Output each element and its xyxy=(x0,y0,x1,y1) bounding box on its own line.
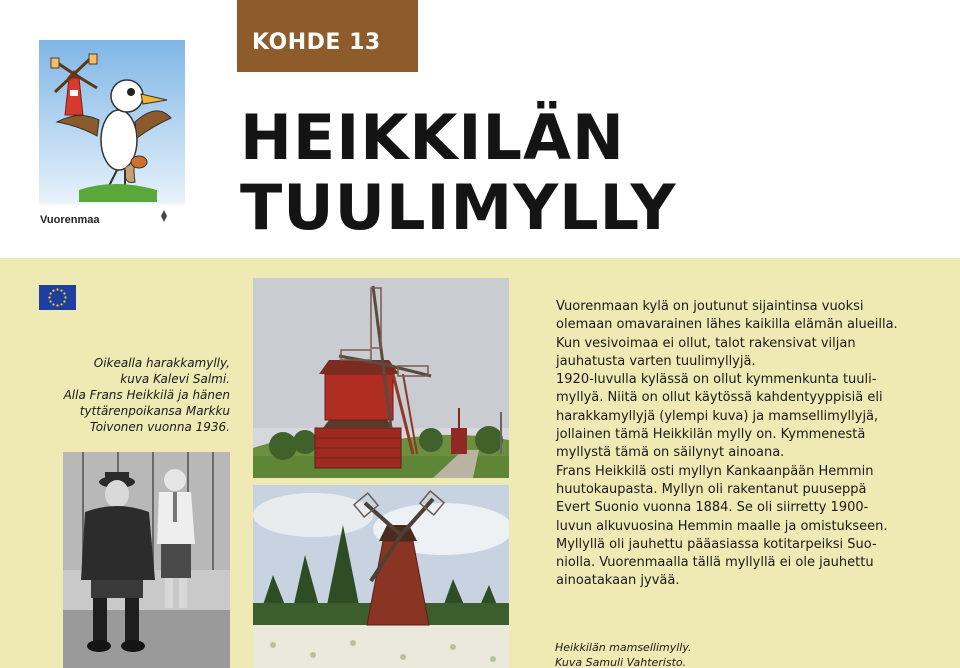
article-body xyxy=(556,298,916,591)
photo-harakkamylly xyxy=(253,278,509,478)
body-line: myllyä. Niitä on ollut käytössä kahdentyyppisiä eli xyxy=(556,390,883,406)
page-title-line-1: HEIKKILÄN xyxy=(240,101,625,174)
kohde-badge-label: KOHDE 13 xyxy=(252,30,381,55)
page-title-line-2: TUULIMYLLY xyxy=(240,171,677,244)
body-line: jollainen tämä Heikkilän mylly on. Kymmenestä xyxy=(556,427,866,443)
eu-star-icon xyxy=(48,296,50,298)
eu-star-icon xyxy=(52,289,54,291)
caption-line: tyttärenpoikansa Markku xyxy=(79,404,230,418)
body-line: harakkamyllyjä (ylempi kuva) ja mamsellimyllyjä, xyxy=(556,408,879,424)
caption-line: Toivonen vuonna 1936. xyxy=(89,420,230,434)
body-line: olemaan omavarainen lähes kaikilla elämän alueilla. xyxy=(556,317,898,333)
body-line: Kun vesivoimaa ei ollut, talot rakensivat viljan xyxy=(556,335,856,351)
eu-star-icon xyxy=(52,303,54,305)
eu-star-icon xyxy=(56,288,58,290)
vuorenmaa-logo xyxy=(39,40,185,240)
body-line: myllystä tämä on säilynyt ainoana. xyxy=(556,445,785,461)
caption-line: Kuva Samuli Vahteristo. xyxy=(555,656,687,668)
body-line: Frans Heikkilä osti myllyn Kankaanpään Hemmin xyxy=(556,463,874,479)
eu-star-icon xyxy=(64,296,66,298)
body-line: luvun alkuvuosina Hemmin maalle ja omistukseen. xyxy=(556,518,888,534)
logo-text: Vuorenmaa xyxy=(40,214,100,226)
body-line: jauhatusta varten tuulimyllyjä. xyxy=(556,353,756,369)
eu-star-icon xyxy=(49,300,51,302)
eu-star-icon xyxy=(60,289,62,291)
eu-star-icon xyxy=(63,300,65,302)
body-line: huutokaupasta. Myllyn oli rakentanut puuseppä xyxy=(556,481,867,497)
caption-line: Oikealla harakkamylly, xyxy=(93,356,230,370)
body-line: Myllyllä oli jauhettu pääasiassa kotitarpeiksi Suo- xyxy=(556,536,877,552)
eu-star-icon xyxy=(56,304,58,306)
kohde-badge xyxy=(237,0,418,72)
eu-star-icon xyxy=(63,292,65,294)
body-line: Evert Suonio vuonna 1884. Se oli siirretty 1900- xyxy=(556,500,869,516)
photo-caption-left xyxy=(62,355,230,435)
old-photo-heikkila xyxy=(63,452,230,668)
photo-caption-bottom xyxy=(555,640,692,668)
eu-flag-icon xyxy=(39,285,76,310)
caption-line: Heikkilän mamsellimylly. xyxy=(555,641,692,654)
body-line: 1920-luvulla kylässä on ollut kymmenkunta tuuli- xyxy=(556,372,877,388)
caption-line: Alla Frans Heikkilä ja hänen xyxy=(63,388,230,402)
eu-star-icon xyxy=(60,303,62,305)
caption-line: kuva Kalevi Salmi. xyxy=(120,372,230,386)
eu-star-icon xyxy=(49,292,51,294)
body-line: ainoatakaan jyvää. xyxy=(556,573,680,589)
body-line: niolla. Vuorenmaalla tällä myllyllä ei ole jauhettu xyxy=(556,555,874,571)
page-title xyxy=(240,103,676,243)
body-line: Vuorenmaan kylä on joutunut sijaintinsa vuoksi xyxy=(556,299,864,314)
photo-mamsellimylly xyxy=(253,485,509,668)
